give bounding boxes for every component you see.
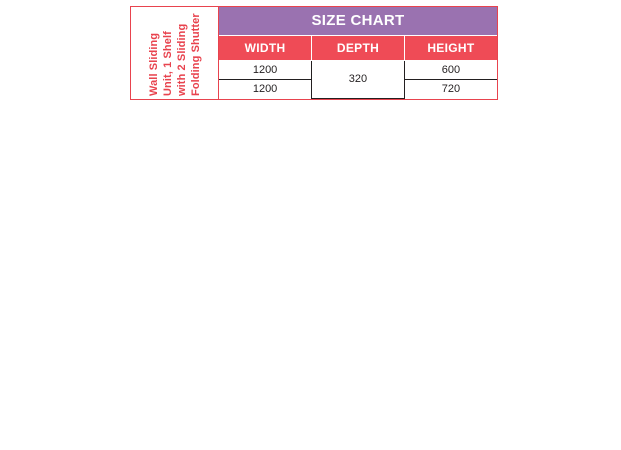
size-chart-title: SIZE CHART <box>219 7 497 35</box>
cell-depth: 320 <box>312 61 405 99</box>
column-header-height: HEIGHT <box>404 36 497 61</box>
product-label: Wall Sliding Unit, 1 Shelf with 2 Sliding Folding Shutter <box>147 13 202 96</box>
cell-width: 1200 <box>219 61 312 80</box>
table-header-row <box>219 36 497 61</box>
column-header-depth: DEPTH <box>312 36 405 61</box>
cell-height: 600 <box>404 61 497 80</box>
table-row <box>219 61 497 80</box>
cell-width: 1200 <box>219 80 312 99</box>
product-label-cell <box>131 7 219 99</box>
size-chart-body <box>219 7 497 99</box>
size-chart-table <box>219 35 497 99</box>
cell-height: 720 <box>404 80 497 99</box>
column-header-width: WIDTH <box>219 36 312 61</box>
size-chart <box>130 6 498 100</box>
